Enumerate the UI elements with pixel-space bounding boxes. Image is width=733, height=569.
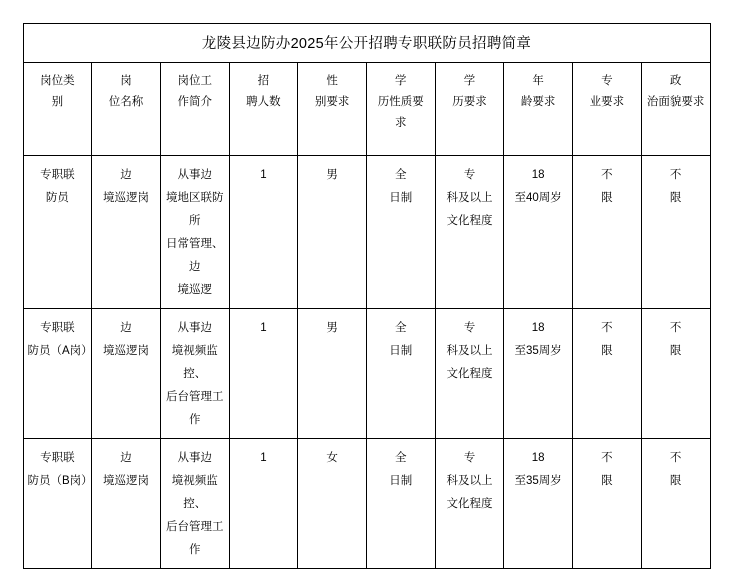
page-title: 龙陵县边防办2025年公开招聘专职联防员招聘简章 xyxy=(23,24,710,63)
cell-education-nature xyxy=(366,156,435,309)
cell-job-brief xyxy=(160,156,229,309)
cell-line: 后台管理工作 xyxy=(165,521,224,556)
cell-line: 不 xyxy=(601,169,613,181)
header-line: 作简介 xyxy=(177,96,212,108)
cell-line: 边 xyxy=(120,322,132,334)
header-line: 性 xyxy=(326,75,338,87)
cell-political-status xyxy=(641,439,710,569)
table-row xyxy=(23,156,710,309)
cell-line: 1 xyxy=(260,169,267,181)
header-line: 龄要求 xyxy=(520,96,556,108)
cell-political-status xyxy=(641,156,710,309)
header-line: 岗位工 xyxy=(177,75,212,87)
cell-line: 全 xyxy=(395,452,407,464)
cell-line: 境地区联防所 xyxy=(165,192,224,227)
cell-line: 防员（A岗） xyxy=(27,345,93,357)
header-line: 年 xyxy=(532,75,544,87)
cell-age xyxy=(504,156,573,309)
header-row xyxy=(23,63,710,156)
cell-line: 不 xyxy=(669,169,682,181)
cell-education-nature xyxy=(366,309,435,439)
header-line: 历要求 xyxy=(452,96,487,108)
cell-education-nature xyxy=(366,439,435,569)
header-line: 岗位类 xyxy=(40,75,75,87)
cell-line: 境巡逻岗 xyxy=(103,345,150,357)
column-header-post-category xyxy=(23,63,92,156)
cell-line: 18 xyxy=(531,169,545,181)
cell-education xyxy=(435,309,504,439)
cell-line: 1 xyxy=(260,322,267,334)
header-line: 业要求 xyxy=(589,96,625,108)
cell-line: 文化程度 xyxy=(446,368,493,380)
cell-line: 境巡逻 xyxy=(177,284,212,296)
cell-line: 境视频监控、 xyxy=(171,345,218,380)
cell-line: 不 xyxy=(669,322,682,334)
cell-line: 至35周岁 xyxy=(514,475,562,487)
cell-line: 女 xyxy=(326,452,338,464)
cell-gender xyxy=(298,156,367,309)
cell-line: 限 xyxy=(669,345,682,357)
column-header-education-nature xyxy=(366,63,435,156)
header-line: 聘人数 xyxy=(246,96,281,108)
cell-education xyxy=(435,439,504,569)
header-line: 招 xyxy=(257,75,270,87)
cell-line: 日制 xyxy=(389,475,413,487)
cell-line: 专 xyxy=(463,169,476,181)
cell-political-status xyxy=(641,309,710,439)
cell-age xyxy=(504,439,573,569)
column-header-political-status xyxy=(641,63,710,156)
cell-line: 不 xyxy=(601,452,613,464)
cell-line: 从事边 xyxy=(177,452,212,464)
cell-line: 日制 xyxy=(389,345,413,357)
document-page xyxy=(0,23,733,556)
cell-post-name xyxy=(92,439,161,569)
header-line: 求 xyxy=(395,117,407,129)
cell-recruit-count xyxy=(229,156,298,309)
cell-major xyxy=(573,309,642,439)
table-row xyxy=(23,309,710,439)
title-row xyxy=(23,24,710,63)
column-header-recruit-count xyxy=(229,63,298,156)
cell-line: 专职联 xyxy=(40,322,75,334)
cell-line: 边 xyxy=(120,452,132,464)
cell-line: 专职联 xyxy=(40,169,75,181)
cell-line: 男 xyxy=(326,322,338,334)
cell-recruit-count xyxy=(229,439,298,569)
cell-line: 科及以上 xyxy=(446,192,493,204)
cell-post-category xyxy=(23,156,92,309)
cell-line: 专职联 xyxy=(40,452,75,464)
cell-line: 科及以上 xyxy=(446,345,493,357)
cell-line: 限 xyxy=(669,475,682,487)
cell-line: 防员（B岗） xyxy=(27,475,93,487)
cell-post-name xyxy=(92,309,161,439)
table-row xyxy=(23,439,710,569)
recruitment-table xyxy=(23,23,711,569)
header-line: 学 xyxy=(395,75,407,87)
cell-line: 专 xyxy=(463,452,476,464)
cell-line: 限 xyxy=(601,192,613,204)
cell-line: 科及以上 xyxy=(446,475,493,487)
cell-major xyxy=(573,439,642,569)
cell-line: 日常管理、边 xyxy=(165,238,224,273)
cell-line: 防员 xyxy=(45,192,69,204)
column-header-major xyxy=(573,63,642,156)
header-line: 岗 xyxy=(120,75,132,87)
cell-job-brief xyxy=(160,439,229,569)
cell-line: 专 xyxy=(463,322,476,334)
column-header-gender xyxy=(298,63,367,156)
cell-line: 从事边 xyxy=(177,169,212,181)
cell-recruit-count xyxy=(229,309,298,439)
cell-line: 限 xyxy=(601,345,613,357)
cell-gender xyxy=(298,309,367,439)
column-header-post-name xyxy=(92,63,161,156)
cell-major xyxy=(573,156,642,309)
column-header-education xyxy=(435,63,504,156)
cell-line: 全 xyxy=(395,322,407,334)
cell-line: 边 xyxy=(120,169,132,181)
cell-post-category xyxy=(23,309,92,439)
cell-post-category xyxy=(23,439,92,569)
cell-education xyxy=(435,156,504,309)
cell-line: 18 xyxy=(531,322,545,334)
header-line: 位名称 xyxy=(108,96,144,108)
header-line: 专 xyxy=(601,75,613,87)
header-line: 别要求 xyxy=(314,96,350,108)
header-line: 治面貌要求 xyxy=(646,96,705,108)
cell-line: 境巡逻岗 xyxy=(103,192,150,204)
cell-post-name xyxy=(92,156,161,309)
cell-line: 文化程度 xyxy=(446,498,493,510)
column-header-age xyxy=(504,63,573,156)
cell-line: 日制 xyxy=(389,192,413,204)
header-line: 学 xyxy=(463,75,476,87)
cell-line: 境视频监控、 xyxy=(171,475,218,510)
cell-line: 文化程度 xyxy=(446,215,493,227)
cell-line: 限 xyxy=(669,192,682,204)
column-header-job-brief xyxy=(160,63,229,156)
cell-line: 从事边 xyxy=(177,322,212,334)
cell-line: 境巡逻岗 xyxy=(103,475,150,487)
cell-line: 至40周岁 xyxy=(514,192,562,204)
cell-line: 不 xyxy=(601,322,613,334)
cell-line: 1 xyxy=(260,452,267,464)
cell-job-brief xyxy=(160,309,229,439)
cell-line: 18 xyxy=(531,452,545,464)
cell-gender xyxy=(298,439,367,569)
cell-line: 不 xyxy=(669,452,682,464)
cell-line: 全 xyxy=(395,169,407,181)
header-line: 历性质要 xyxy=(377,96,424,108)
header-line: 别 xyxy=(51,96,64,108)
cell-age xyxy=(504,309,573,439)
header-line: 政 xyxy=(669,75,682,87)
cell-line: 限 xyxy=(601,475,613,487)
cell-line: 至35周岁 xyxy=(514,345,562,357)
cell-line: 后台管理工作 xyxy=(165,391,224,426)
cell-line: 男 xyxy=(326,169,338,181)
